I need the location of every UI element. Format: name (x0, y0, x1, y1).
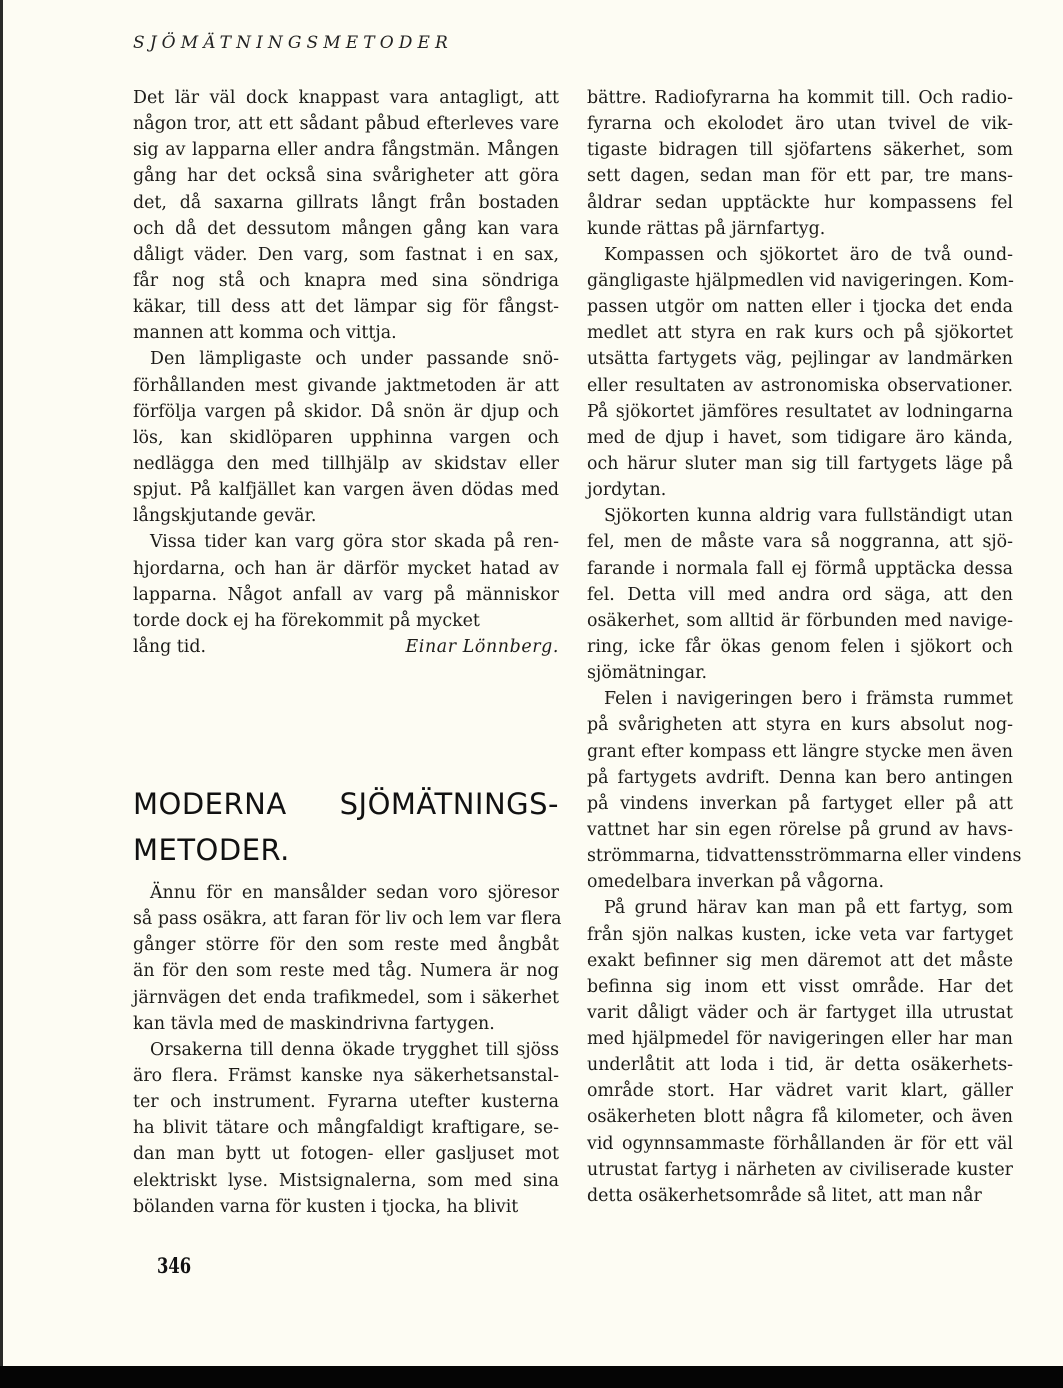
paragraph (587, 242, 1013, 503)
text-line: och härur sluter man sig till fartygets läge på (587, 453, 1013, 474)
paragraph (587, 503, 1013, 686)
text-line: område stort. Har vädret varit klart, gäller (587, 1081, 1013, 1102)
text-line: bölanden varna för kusten i tjocka, ha blivit (133, 1196, 519, 1217)
text-line: nedlägga den med tillhjälp av skidstav eller (133, 453, 559, 474)
right-column-article-body (587, 85, 1022, 1209)
text-line: lös, kan skidlöparen upphinna vargen och (133, 427, 559, 448)
text-line: järnvägen det enda trafikmedel, som i säkerhet (133, 987, 559, 1008)
text-line: ter och instrument. Fyrarna utefter kusterna (133, 1092, 559, 1113)
page-number: 346 (157, 1253, 192, 1278)
text-line: vattnet har sin egen rörelse på grund av havs- (587, 819, 1013, 840)
article-heading-line-2: METODER. (133, 833, 290, 867)
text-line: underlåtit att loda i tid, är detta osäkerhets- (587, 1055, 1013, 1076)
text-line: förhållanden mest givande jaktmetoden är att (133, 375, 559, 396)
text-line: varit dåligt väder och är fartyget illa utrustat (587, 1002, 1013, 1023)
text-line: sjömätningar. (587, 663, 708, 684)
text-line: långskjutande gevär. (133, 506, 317, 527)
paragraph (133, 1037, 559, 1220)
text-line: Det lär väl dock knappast vara antagligt, att (133, 88, 559, 108)
text-line: bättre. Radiofyrarna ha kommit till. Och radio- (587, 88, 1013, 108)
author-signature: Einar Lönnberg. (405, 636, 559, 657)
text-line: än för den som reste med tåg. Numera är nog (133, 961, 559, 982)
text-line: hjordarna, och han är därför mycket hatad av (133, 558, 559, 579)
text-line: osäkerhet, som alltid är förbunden med navige- (587, 610, 1013, 631)
text-line: någon tror, att ett sådant påbud efterleves vare (133, 114, 559, 135)
paragraph (133, 880, 562, 1037)
scan-left-edge (0, 0, 3, 1366)
text-line: grant efter kompass ett längre stycke men även (587, 741, 1013, 762)
text-line: Ännu för en mansålder sedan voro sjöresor (150, 883, 559, 903)
text-line: Sjökorten kunna aldrig vara fullständigt utan (604, 506, 1013, 527)
text-line: eller resultaten av astronomiska observationer. (587, 375, 1013, 396)
text-line: exakt befinner sig men däremot att det måste (587, 950, 1013, 971)
scan-bottom-border (0, 1366, 1063, 1388)
text-line: På sjökortet jämföres resultatet av lodningarna (587, 401, 1013, 422)
paragraph (133, 529, 559, 660)
closing-text: lång tid. (133, 636, 207, 657)
left-column-article-body (133, 880, 562, 1220)
text-line: på svårigheten att styra en kurs absolut nog- (587, 715, 1013, 736)
article-heading (133, 781, 559, 873)
text-line: och då det dessutom mången gång kan vara (133, 218, 559, 239)
text-line: osäkerheten blott några få kilometer, och även (587, 1107, 1013, 1128)
text-line: Kompassen och sjökortet äro de två ound- (604, 244, 1013, 265)
text-line: sett dagen, sedan man för ett par, tre mans- (587, 166, 1013, 187)
text-line: utsätta fartygets väg, pejlingar av landmärken (587, 349, 1013, 370)
text-line: får nog stå och knapra med sina söndriga (133, 270, 559, 291)
text-line: dåligt väder. Den varg, som fastnat i en sax, (133, 244, 559, 265)
text-line: med hjälpmedel för navigeringen eller har man (587, 1029, 1013, 1050)
text-line: åldrar sedan upptäckte hur kompassens fel (587, 192, 1013, 213)
article-heading-line-1: MODERNA SJÖMÄTNINGS- (133, 787, 559, 821)
paragraph (587, 85, 1013, 242)
text-line: vid ogynnsammaste förhållanden är för ett väl (587, 1133, 1013, 1154)
running-head: SJÖMÄTNINGSMETODER (133, 33, 453, 53)
text-line: käkar, till dess att det lämpar sig för fångst- (133, 297, 559, 318)
text-line: torde dock ej ha förekommit på mycket (133, 610, 480, 631)
text-line: på vindens inverkan på fartyget eller på att (587, 793, 1013, 814)
text-line: detta osäkerhetsområde så litet, att man når (587, 1185, 982, 1206)
text-line: förfölja vargen på skidor. Då snön är djup och (133, 401, 559, 422)
text-line: mannen att komma och vittja. (133, 323, 397, 344)
text-line: befinna sig inom ett visst område. Har det (587, 976, 1013, 997)
text-line: Felen i navigeringen bero i främsta rummet (604, 689, 1013, 710)
text-line: Orsakerna till denna ökade trygghet till sjöss (150, 1039, 559, 1060)
paragraph (133, 346, 559, 529)
text-line: ha blivit tätare och mångfaldigt kraftigare, se- (133, 1118, 559, 1139)
text-line: gängligaste hjälpmedlen vid navigeringen. Kom- (587, 270, 1014, 291)
text-line: Vissa tider kan varg göra stor skada på ren- (150, 532, 559, 553)
text-line: Den lämpligaste och under passande snö- (150, 349, 559, 370)
paragraph (133, 85, 559, 346)
text-line: jordytan. (587, 480, 667, 501)
text-line: elektriskt lyse. Mistsignalerna, som med sina (133, 1170, 559, 1191)
text-line: fyrarna och ekolodet äro utan tvivel de vik- (587, 114, 1013, 135)
text-line: farande i normala fall ej förmå upptäcka dessa (587, 558, 1013, 579)
text-line: gånger större för den som reste med ångbåt (133, 935, 559, 956)
text-line: strömmarna, tidvattensströmmarna eller vindens (587, 846, 1022, 867)
text-line: ring, icke får ökas genom felen i sjökort och (587, 636, 1013, 657)
text-line: lapparna. Något anfall av varg på människor (133, 584, 559, 605)
text-line: med de djup i havet, som tidigare äro kända, (587, 427, 1013, 448)
text-line: fel. Detta vill med andra ord säga, att den (587, 584, 1013, 605)
closing-line-with-signature (133, 634, 559, 660)
text-line: tigaste bidragen till sjöfartens säkerhet, som (587, 140, 1013, 161)
text-line: medlet att styra en rak kurs och på sjökortet (587, 323, 1013, 344)
text-line: från sjön nalkas kusten, icke veta var fartyget (587, 924, 1013, 945)
text-line: sig av lapparna eller andra fångstmän. Mången (133, 140, 559, 161)
text-line: så pass osäkra, att faran för liv och lem var flera (133, 909, 562, 930)
text-line: passen utgör om natten eller i tjocka det enda (587, 297, 1013, 318)
text-line: På grund härav kan man på ett fartyg, som (604, 898, 1013, 919)
text-line: på fartygets avdrift. Denna kan bero antingen (587, 767, 1013, 788)
left-column-wolf-article-end (133, 85, 559, 660)
text-line: kan tävla med de maskindrivna fartygen. (133, 1013, 495, 1034)
text-line: kunde rättas på järnfartyg. (587, 218, 826, 239)
text-line: utrustat fartyg i närheten av civiliserade kuster (587, 1159, 1013, 1180)
text-line: det, då saxarna gillrats långt från bostaden (133, 192, 559, 213)
text-line: gång har det också sina svårigheter att göra (133, 166, 559, 187)
text-line: dan man bytt ut fotogen- eller gasljuset mot (133, 1144, 559, 1165)
text-line: omedelbara inverkan på vågorna. (587, 872, 885, 893)
paragraph (587, 686, 1022, 895)
text-line: spjut. På kalfjället kan vargen även dödas med (133, 480, 559, 501)
text-line: fel, men de måste vara så noggranna, att sjö- (587, 532, 1013, 553)
text-line: äro flera. Främst kanske nya säkerhetsanstal- (133, 1065, 559, 1086)
paragraph (587, 895, 1013, 1209)
